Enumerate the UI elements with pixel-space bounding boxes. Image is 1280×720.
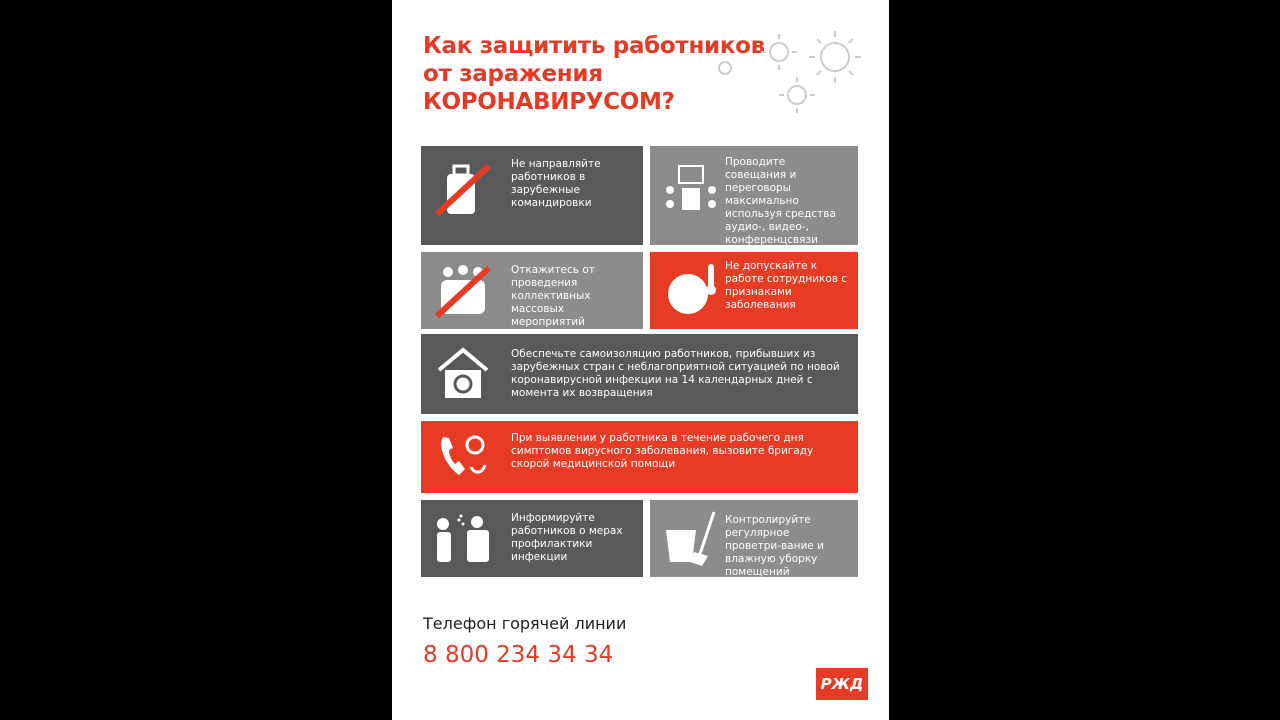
- card-self-isolation: [421, 334, 858, 414]
- video-conference-icon: [662, 160, 722, 220]
- phone-medical-icon: [433, 427, 493, 487]
- card-text: Не направляйте работников в зарубежные командировки: [511, 158, 601, 209]
- card-text: Проводите совещания и переговоры максимально используя средства аудио-, видео-, конференцсвязи: [725, 156, 836, 246]
- card-text: При выявлении у работника в течение рабочего дня симптомов вирусного заболевания, вызовите бригаду скорой медицинской помощи: [511, 432, 814, 470]
- title-line: от заражения: [423, 61, 603, 87]
- card-remote-meetings: [650, 146, 858, 245]
- card-ventilation-cleaning: [650, 500, 858, 577]
- sneezing-person-icon: [433, 508, 493, 568]
- card-no-mass-events: [421, 252, 643, 329]
- title-line: Как защитить работников: [423, 33, 765, 59]
- rzd-logo: РЖД: [816, 668, 868, 700]
- card-sick-employees: [650, 252, 858, 329]
- card-call-ambulance: [421, 421, 858, 493]
- poster: [392, 0, 889, 720]
- title-line: КОРОНАВИРУСОМ?: [423, 89, 675, 115]
- card-text: Откажитесь от проведения коллективных массовых мероприятий: [511, 264, 595, 328]
- card-text: Не допускайте к работе сотрудников с признаками заболевания: [725, 260, 848, 311]
- biohazard-house-icon: [433, 344, 493, 404]
- card-text: Обеспечьте самоизоляцию работников, прибывших из зарубежных стран с неблагоприятной ситуацией по новой коронавирусной инфекции на 14 календарных дней с момента их возвращения: [511, 348, 840, 399]
- card-no-business-trips: [421, 146, 643, 245]
- card-text: Информируйте работников о мерах профилактики инфекции: [511, 512, 623, 563]
- hotline-number[interactable]: 8 800 234 34 34: [423, 642, 614, 668]
- crowd-crossed-icon: [433, 260, 493, 320]
- virus-icon: [712, 25, 862, 115]
- bucket-mop-icon: [662, 508, 722, 568]
- card-text: Контролируйте регулярное проветри-вание и влажную уборку помещений: [725, 514, 824, 578]
- card-inform-workers: [421, 500, 643, 577]
- sick-person-thermometer-icon: [662, 260, 722, 320]
- hotline-label: Телефон горячей линии: [423, 614, 627, 633]
- suitcase-crossed-icon: [433, 160, 493, 220]
